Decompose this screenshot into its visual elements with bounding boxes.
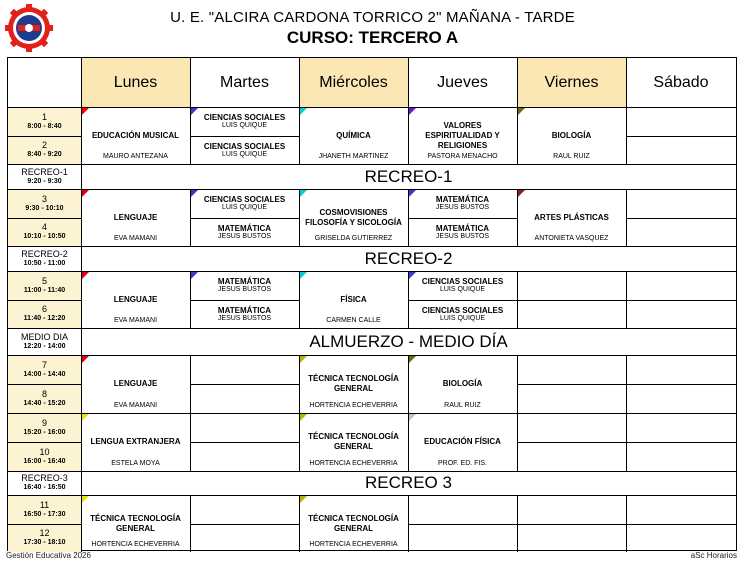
slot-time: 11:40 - 12:20: [23, 315, 66, 322]
grid-line: [8, 328, 736, 329]
lesson-thu12[interactable]: [408, 107, 517, 164]
lesson-subject: CIENCIAS SOCIALES: [421, 277, 504, 286]
time-slot-s5: [8, 271, 81, 300]
grid-line: [8, 471, 736, 472]
time-slot-s10: [8, 442, 81, 471]
lesson-wed12[interactable]: [299, 107, 408, 164]
slot-number: 3: [41, 193, 47, 204]
slot-time: 9:20 - 9:30: [27, 177, 62, 185]
slot-number: 8: [41, 388, 47, 399]
grid-line: [517, 189, 518, 246]
lesson-teacher: JHANETH MARTINEZ: [318, 153, 389, 160]
lesson-teacher: LUIS QUIQUE: [221, 122, 268, 129]
slot-time: 8:40 - 9:20: [27, 151, 62, 158]
lesson-thu3[interactable]: [408, 189, 517, 218]
lesson-teacher: HORTENCIA ECHEVERRIA: [91, 541, 180, 548]
grid-line: [8, 164, 736, 165]
lesson-teacher: JESUS BUSTOS: [435, 204, 490, 211]
lesson-teacher: RAUL RUIZ: [553, 153, 590, 160]
grid-line: [626, 355, 627, 471]
grid-line: [408, 218, 517, 219]
grid-line: [190, 524, 299, 525]
time-slot-s3: [8, 189, 81, 218]
grid-line: [8, 300, 81, 301]
lesson-teacher: PASTORA MENACHO: [427, 153, 498, 160]
lesson-subject: LENGUA EXTRANJERA: [90, 437, 181, 446]
time-slot-s6: [8, 300, 81, 328]
slot-time: 14:40 - 15:20: [23, 399, 66, 407]
lesson-subject: FÍSICA: [340, 294, 367, 304]
grid-line: [408, 271, 409, 328]
lesson-mon78[interactable]: [81, 355, 190, 413]
grid-line: [517, 271, 518, 328]
lesson-mon910[interactable]: [81, 413, 190, 471]
subject-color-marker: [190, 107, 199, 116]
subject-color-marker: [408, 355, 417, 364]
grid-line: [8, 524, 81, 525]
grid-line: [517, 495, 518, 552]
lesson-teacher: JESUS BUSTOS: [217, 314, 272, 322]
slot-number: 11: [39, 499, 50, 510]
subject-color-marker: [81, 413, 90, 422]
day-header-1: Lunes: [81, 58, 190, 107]
lesson-teacher: RAUL RUIZ: [444, 402, 481, 409]
grid-line: [408, 189, 409, 246]
lesson-teacher: JESUS BUSTOS: [217, 286, 272, 293]
time-slot-s12: [8, 524, 81, 552]
time-slot-s9: [8, 413, 81, 442]
grid-line: [81, 328, 82, 355]
slot-time: 16:50 - 17:30: [23, 510, 66, 518]
lesson-teacher: HORTENCIA ECHEVERRIA: [309, 541, 398, 548]
lesson-subject: MATEMÁTICA: [435, 195, 490, 204]
lesson-subject: QUÍMICA: [336, 130, 371, 140]
grid-line: [299, 271, 300, 328]
subject-color-marker: [408, 107, 417, 116]
time-slot-s1: [8, 107, 81, 136]
lesson-subject: BIOLOGÍA: [551, 130, 592, 140]
grid-line: [81, 271, 82, 328]
course-title: CURSO: TERCERO A: [286, 28, 459, 47]
lesson-subject: CIENCIAS SOCIALES: [203, 113, 286, 122]
timetable-grid: [7, 57, 737, 551]
subject-color-marker: [190, 189, 199, 198]
lesson-teacher: HORTENCIA ECHEVERRIA: [309, 402, 398, 409]
lesson-subject: CIENCIAS SOCIALES: [421, 305, 504, 315]
lesson-teacher: ANTONIETA VASQUEZ: [534, 235, 609, 242]
subject-color-marker: [299, 355, 308, 364]
subject-color-marker: [408, 271, 417, 280]
subject-color-marker: [517, 189, 526, 198]
grid-line: [626, 384, 736, 385]
grid-line: [8, 218, 81, 219]
subject-color-marker: [299, 495, 308, 504]
time-slot-s11: [8, 495, 81, 524]
grid-line: [626, 442, 736, 443]
subject-color-marker: [81, 189, 90, 198]
subject-color-marker: [81, 271, 90, 280]
grid-line: [517, 300, 626, 301]
grid-line: [626, 58, 627, 164]
grid-line: [626, 218, 736, 219]
footer-app-name: Gestión Educativa 2026: [6, 551, 91, 560]
lesson-teacher: GRISELDA GUTIERREZ: [314, 235, 393, 242]
lesson-teacher: JESUS BUSTOS: [217, 232, 272, 240]
grid-line: [8, 246, 736, 247]
day-header-6: Sábado: [653, 73, 709, 91]
lesson-tue4[interactable]: [190, 218, 299, 246]
lesson-subject: MATEMÁTICA: [217, 305, 272, 315]
slot-number: 2: [41, 140, 47, 150]
slot-time: 12:20 - 14:00: [23, 342, 66, 350]
recess-banner-r1: RECREO-1: [364, 166, 453, 186]
grid-line: [517, 384, 626, 385]
grid-line: [190, 271, 191, 328]
lesson-subject: MATEMÁTICA: [217, 223, 272, 233]
grid-line: [299, 495, 300, 552]
lesson-tue2[interactable]: [190, 136, 299, 164]
grid-line: [8, 442, 81, 443]
lesson-thu6[interactable]: [408, 300, 517, 328]
slot-time: 15:20 - 16:00: [23, 428, 66, 436]
slot-number: 12: [39, 528, 50, 538]
lesson-subject: TÉCNICA TECNOLOGÍA GENERAL: [308, 374, 399, 393]
lesson-wed1112[interactable]: [299, 495, 408, 552]
lesson-wed34[interactable]: [299, 189, 408, 246]
lesson-mon56[interactable]: [81, 271, 190, 328]
lesson-teacher: LUIS QUIQUE: [221, 204, 268, 211]
lesson-subject: MATEMÁTICA: [217, 277, 272, 286]
day-header-2: Martes: [220, 73, 269, 91]
lesson-tue6[interactable]: [190, 300, 299, 328]
lesson-thu5[interactable]: [408, 271, 517, 300]
grid-line: [626, 271, 627, 328]
grid-line: [81, 495, 82, 552]
time-slot-md: [8, 328, 81, 355]
grid-line: [408, 58, 409, 164]
slot-time: 11:00 - 11:40: [23, 286, 66, 294]
slot-number: 5: [41, 275, 47, 286]
lesson-mon12[interactable]: [81, 107, 190, 164]
subject-color-marker: [190, 271, 199, 280]
slot-time: 8:00 - 8:40: [27, 122, 62, 130]
grid-line: [299, 58, 300, 164]
grid-line: [81, 471, 82, 495]
lesson-subject: LENGUAJE: [113, 212, 158, 222]
grid-line: [408, 300, 517, 301]
grid-line: [8, 136, 81, 137]
lesson-subject: CIENCIAS SOCIALES: [203, 195, 286, 204]
subject-color-marker: [299, 189, 308, 198]
grid-line: [190, 218, 299, 219]
grid-line: [81, 246, 82, 271]
subject-color-marker: [408, 189, 417, 198]
lesson-wed78[interactable]: [299, 355, 408, 413]
lesson-teacher: EVA MAMANI: [113, 235, 158, 242]
grid-line: [190, 58, 191, 164]
lesson-subject: MATEMÁTICA: [435, 223, 490, 233]
lesson-thu78[interactable]: [408, 355, 517, 413]
day-header-5: Viernes: [517, 58, 626, 107]
grid-line: [81, 189, 82, 246]
time-slot-r2: [8, 246, 81, 271]
slot-number: 7: [41, 359, 47, 370]
lesson-thu4[interactable]: [408, 218, 517, 246]
recess-banner-r2: RECREO-2: [364, 248, 453, 268]
lesson-subject: EDUCACIÓN MUSICAL: [91, 130, 180, 140]
lesson-subject: BIOLOGÍA: [442, 379, 483, 388]
slot-time: 10:10 - 10:50: [23, 233, 66, 240]
grid-line: [517, 524, 626, 525]
lesson-subject: LENGUAJE: [113, 379, 158, 388]
lesson-mon34[interactable]: [81, 189, 190, 246]
recess-banner-r3: RECREO 3: [365, 473, 452, 492]
lesson-subject: LENGUAJE: [113, 294, 158, 304]
slot-number: RECREO-3: [21, 473, 68, 483]
grid-line: [517, 442, 626, 443]
grid-line: [517, 355, 518, 471]
lesson-mon1112[interactable]: [81, 495, 190, 552]
subject-color-marker: [81, 107, 90, 116]
subject-color-marker: [299, 271, 308, 280]
grid-line: [626, 300, 736, 301]
lesson-teacher: HORTENCIA ECHEVERRIA: [309, 460, 398, 467]
grid-line: [81, 164, 82, 189]
day-header-3: Miércoles: [299, 58, 408, 107]
lesson-teacher: CARMEN CALLE: [326, 317, 381, 324]
grid-line: [408, 524, 517, 525]
lesson-subject: ARTES PLÁSTICAS: [534, 212, 609, 222]
subject-color-marker: [299, 413, 308, 422]
lesson-wed910[interactable]: [299, 413, 408, 471]
lesson-teacher: EVA MAMANI: [113, 402, 158, 409]
lesson-teacher: LUIS QUIQUE: [439, 314, 486, 322]
grid-line: [190, 495, 191, 552]
grid-line: [190, 189, 191, 246]
lesson-tue3[interactable]: [190, 189, 299, 218]
grid-line: [81, 58, 82, 164]
grid-line: [626, 495, 627, 552]
grid-line: [626, 189, 627, 246]
grid-line: [408, 355, 409, 471]
grid-line: [626, 524, 736, 525]
recess-banner-md: ALMUERZO - MEDIO DÍA: [309, 331, 508, 351]
slot-time: 17:30 - 18:10: [23, 539, 66, 546]
grid-line: [299, 189, 300, 246]
slot-number: MEDIO DIA: [20, 331, 68, 342]
time-slot-r3: [8, 471, 81, 495]
time-slot-s2: [8, 136, 81, 164]
lesson-teacher: PROF. ED. FIS.: [437, 460, 487, 467]
day-header-4: Jueves: [437, 73, 488, 91]
lesson-wed56[interactable]: [299, 271, 408, 328]
grid-line: [8, 384, 81, 385]
slot-number: 6: [41, 304, 47, 314]
lesson-subject: VALORES ESPIRITUALIDAD Y RELIGIONES: [425, 120, 500, 150]
lesson-thu910[interactable]: [408, 413, 517, 471]
slot-number: 10: [39, 446, 50, 457]
lesson-subject: TÉCNICA TECNOLOGÍA GENERAL: [308, 513, 399, 533]
lesson-subject: EDUCACIÓN FÍSICA: [424, 437, 501, 446]
time-slot-s4: [8, 218, 81, 246]
lesson-teacher: MAURO ANTEZANA: [103, 153, 168, 160]
lesson-teacher: LUIS QUIQUE: [439, 286, 486, 293]
lesson-teacher: ESTELA MOYA: [111, 460, 160, 467]
lesson-subject: COSMOVISIONES FILOSOFÍA Y SICOLOGÍA: [305, 207, 402, 227]
footer-software: aSc Horarios: [690, 551, 737, 560]
school-title: U. E. "ALCIRA CARDONA TORRICO 2" MAÑANA - TARDE: [170, 9, 575, 26]
slot-number: RECREO-1: [21, 166, 68, 177]
subject-color-marker: [81, 355, 90, 364]
grid-line: [190, 355, 191, 471]
subject-color-marker: [517, 107, 526, 116]
time-slot-s7: [8, 355, 81, 384]
lesson-fri34[interactable]: [517, 189, 626, 246]
grid-line: [190, 300, 299, 301]
lesson-teacher: JESUS BUSTOS: [435, 232, 490, 240]
lesson-subject: TÉCNICA TECNOLOGÍA GENERAL: [308, 432, 399, 451]
slot-time: 16:40 - 16:50: [23, 484, 66, 491]
lesson-tue5[interactable]: [190, 271, 299, 300]
lesson-teacher: LUIS QUIQUE: [221, 150, 268, 158]
grid-line: [626, 136, 736, 137]
slot-number: 1: [41, 111, 47, 122]
grid-line: [190, 442, 299, 443]
lesson-teacher: EVA MAMANI: [113, 317, 158, 324]
slot-number: RECREO-2: [21, 248, 68, 259]
subject-color-marker: [81, 495, 90, 504]
slot-number: 4: [41, 222, 47, 232]
grid-line: [190, 136, 299, 137]
lesson-tue1[interactable]: [190, 107, 299, 136]
subject-color-marker: [299, 107, 308, 116]
lesson-fri12[interactable]: [517, 107, 626, 164]
slot-time: 10:50 - 11:00: [23, 259, 66, 267]
subject-color-marker: [408, 413, 417, 422]
lesson-subject: CIENCIAS SOCIALES: [203, 141, 286, 151]
time-slot-r1: [8, 164, 81, 189]
grid-line: [299, 355, 300, 471]
grid-line: [81, 355, 82, 471]
grid-line: [190, 384, 299, 385]
slot-time: 14:00 - 14:40: [23, 370, 66, 378]
grid-line: [517, 58, 518, 164]
lesson-subject: TÉCNICA TECNOLOGÍA GENERAL: [90, 513, 181, 533]
slot-time: 9:30 - 10:10: [25, 204, 64, 212]
grid-line: [408, 495, 409, 552]
time-slot-s8: [8, 384, 81, 413]
slot-time: 16:00 - 16:40: [23, 457, 66, 465]
slot-number: 9: [41, 417, 47, 428]
